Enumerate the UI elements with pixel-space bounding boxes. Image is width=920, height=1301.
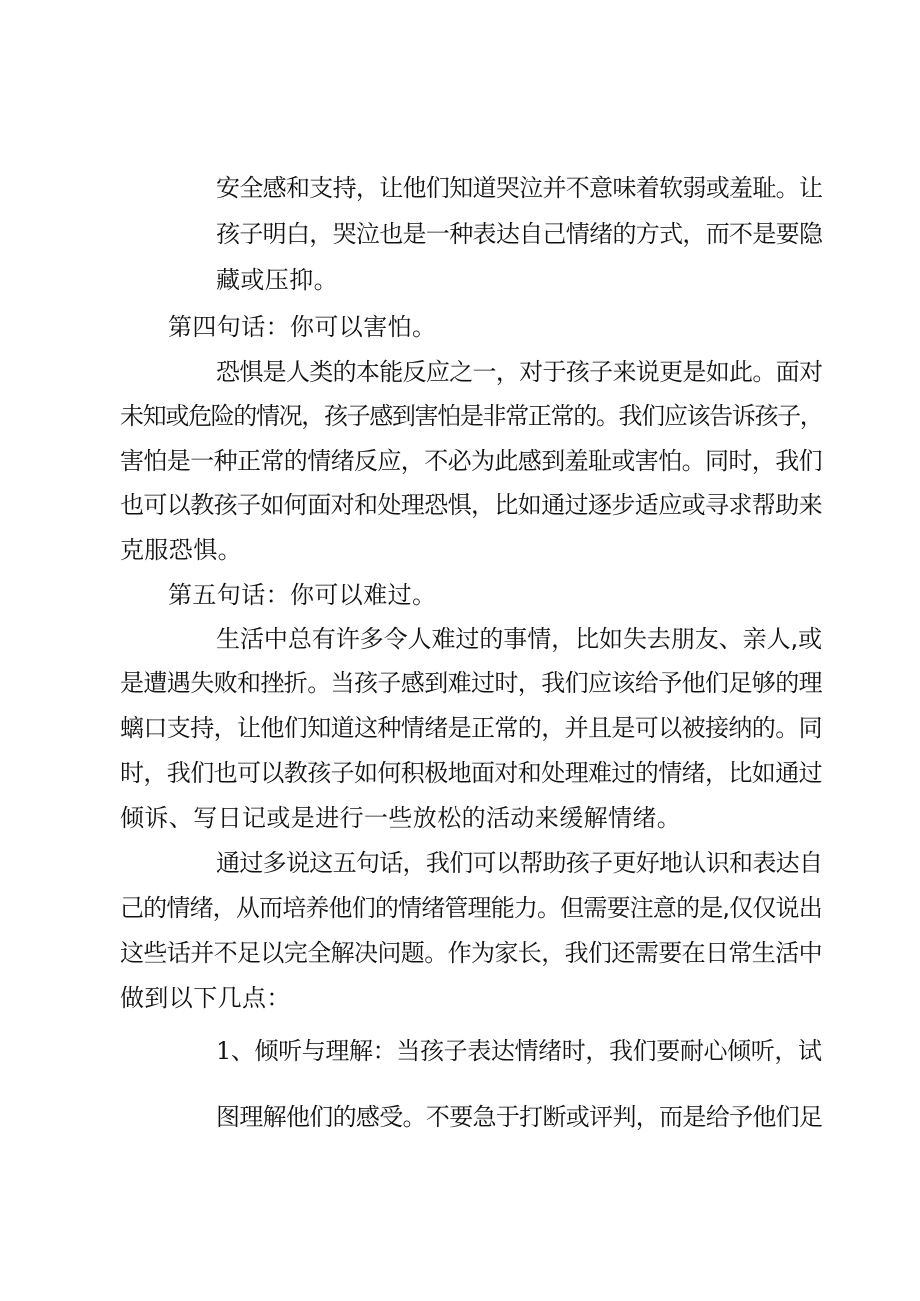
body-text-line: 藏或压抑。	[216, 266, 338, 294]
body-text-line: 也可以教孩子如何面对和处理恐惧，比如通过逐步适应或寻求帮助来	[120, 491, 822, 519]
section-heading-5: 第五句话：你可以难过。	[168, 581, 437, 609]
body-text-line: 生活中总有许多令人难过的事情，比如失去朋友、亲人,或	[216, 625, 823, 653]
body-text-line: 通过多说这五句话，我们可以帮助孩子更好地认识和表达自	[216, 849, 823, 877]
section-heading-4: 第四句话：你可以害怕。	[168, 313, 437, 341]
body-text-line: 做到以下几点：	[120, 984, 291, 1012]
body-text-line: 时，我们也可以教孩子如何积极地面对和处理难过的情绪，比如通过	[120, 759, 822, 787]
body-text-line: 己的情绪，从而培养他们的情绪管理能力。但需要注意的是,仅仅说出	[120, 894, 822, 922]
body-text-line: 害怕是一种正常的情绪反应，不必为此感到羞耻或害怕。同时，我们	[120, 447, 822, 475]
body-text-line: 未知或危险的情况，孩子感到害怕是非常正常的。我们应该告诉孩子，	[120, 402, 823, 430]
body-text-line: 孩子明白，哭泣也是一种表达自己情绪的方式，而不是要隐	[216, 220, 823, 248]
body-text-line: 倾诉、写日记或是进行一些放松的活动来缓解情绪。	[120, 804, 682, 832]
list-item-1-line: 1、倾听与理解：当孩子表达情绪时，我们要耐心倾听，试	[216, 1037, 822, 1065]
body-text-line: 这些话并不足以完全解决问题。作为家长，我们还需要在日常生活中	[120, 939, 822, 967]
body-text-line: 安全感和支持，让他们知道哭泣并不意味着软弱或羞耻。让	[216, 174, 823, 202]
body-text-line: 螭口支持，让他们知道这种情绪是正常的，并且是可以被接纳的。同	[120, 714, 822, 742]
list-item-1-line: 图理解他们的感受。不要急于打断或评判，而是给予他们足	[216, 1103, 823, 1131]
body-text-line: 克服恐惧。	[120, 536, 242, 564]
body-text-line: 恐惧是人类的本能反应之一，对于孩子来说更是如此。面对	[216, 358, 823, 386]
body-text-line: 是遭遇失败和挫折。当孩子感到难过时，我们应该给予他们足够的理	[120, 669, 822, 697]
